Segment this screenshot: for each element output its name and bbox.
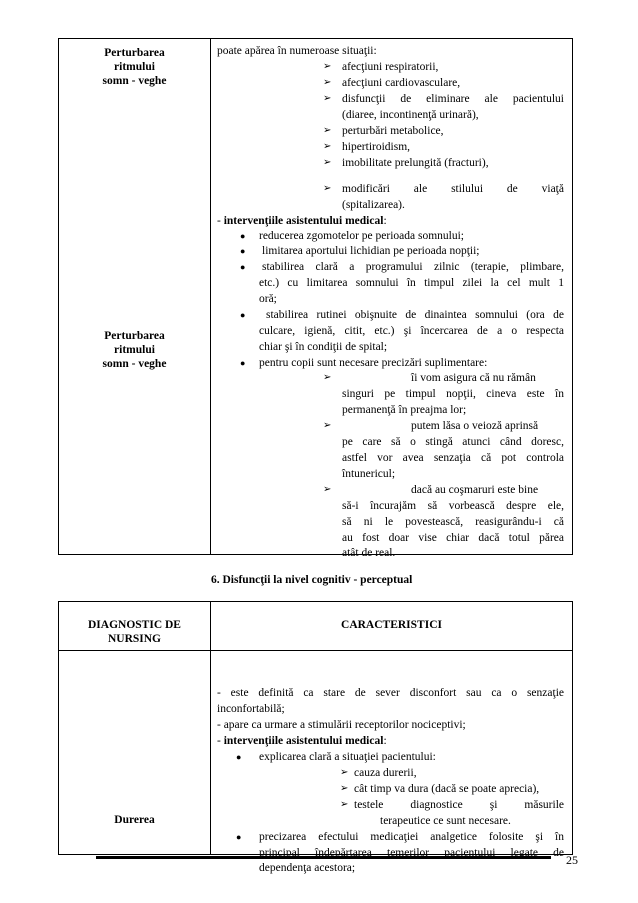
round-bullet-icon: ● <box>240 246 246 256</box>
table1-intro: poate apărea în numeroase situaţii: <box>217 45 377 57</box>
intervention-item: culcare, igienă, citit, etc.) şi încercarea de a o respecta <box>259 325 564 337</box>
intervention-item: reducerea zgomotelor pe perioada somnului; <box>259 230 465 242</box>
arrow-bullet-icon: ➢ <box>323 372 332 383</box>
children-item: pe care să o stingă atunci când doresc, <box>342 436 564 448</box>
footer-rule <box>96 856 551 859</box>
arrow-bullet-icon: ➢ <box>323 125 332 136</box>
arrow-bullet-icon: ➢ <box>323 141 332 152</box>
children-item: putem lăsa o veioză aprinsă <box>411 420 539 432</box>
situation-item: perturbări metabolice, <box>342 125 444 137</box>
round-bullet-icon: ● <box>240 310 246 320</box>
intervention-item: chiar şi în condiţii de spital; <box>259 341 388 353</box>
table2-header-right: CARACTERISTICI <box>341 619 442 631</box>
children-item: să-i încurajăm să vorbească despre ele, <box>342 500 564 512</box>
table2-bullet: explicarea clară a situaţiei pacientului: <box>259 751 436 763</box>
table2-interventions-heading: - intervenţiile asistentului medical: <box>217 735 387 747</box>
intervention-item: limitarea aportului lichidian pe perioada nopţii; <box>262 245 480 257</box>
arrow-bullet-icon: ➢ <box>323 61 332 72</box>
table2-sub-item: terapeutice ce sunt necesare. <box>380 815 511 827</box>
table1-label-top: Perturbarea ritmului somn - veghe <box>102 47 167 87</box>
situation-item: imobilitate prelungită (fracturi), <box>342 157 489 169</box>
table2-line: - apare ca urmare a stimulării receptorilor nociceptivi; <box>217 719 466 731</box>
arrow-bullet-icon: ➢ <box>340 799 349 810</box>
arrow-bullet-icon: ➢ <box>323 420 332 431</box>
table2-bullet: principal îndepărtarea temerilor pacientului legate de <box>259 847 564 859</box>
children-item: permanenţă în preajma lor; <box>342 404 467 416</box>
arrow-bullet-icon: ➢ <box>323 77 332 88</box>
children-item: îi vom asigura că nu rămân <box>411 372 536 384</box>
round-bullet-icon: ● <box>236 832 242 842</box>
page-number: 25 <box>566 853 578 867</box>
table2-line: inconfortabilă; <box>217 703 285 715</box>
arrow-bullet-icon: ➢ <box>323 183 332 194</box>
section-title: 6. Disfuncţii la nivel cognitiv - perceptual <box>211 574 413 586</box>
intervention-item: stabilirea rutinei obişnuite de dinaintea somnului (ora de <box>266 309 564 321</box>
intervention-item: etc.) cu limitarea somnului în timpul zilei la cel mult 1 <box>259 277 564 289</box>
table1-left-cell <box>58 38 211 555</box>
situation-item: (spitalizarea). <box>342 199 405 211</box>
children-item: atât de real. <box>342 547 396 559</box>
children-item: astfel vor avea senzaţia că pot controla <box>342 452 564 464</box>
table2-bullet: precizarea efectului medicaţiei analgetice folosite şi în <box>259 831 564 843</box>
arrow-bullet-icon: ➢ <box>323 93 332 104</box>
intervention-item: oră; <box>259 293 277 305</box>
situation-item: afecţiuni respiratorii, <box>342 61 439 73</box>
arrow-bullet-icon: ➢ <box>340 767 349 778</box>
table2-bullet: dependenţa acestora; <box>259 862 356 874</box>
children-item: singuri pe timpul nopţii, cineva este în <box>342 388 564 400</box>
arrow-bullet-icon: ➢ <box>323 157 332 168</box>
situation-item: disfuncţii de eliminare ale pacientului <box>342 93 564 105</box>
table2-header-left: DIAGNOSTIC DE NURSING <box>88 619 181 645</box>
intervention-item: stabilirea clară a programului zilnic (terapie, plimbare, <box>262 261 564 273</box>
table1-label-mid: Perturbarea ritmului somn - veghe <box>102 330 167 370</box>
interventions-heading: - intervenţiile asistentului medical: <box>217 215 387 227</box>
round-bullet-icon: ● <box>236 752 242 762</box>
table2-sub-item: testele diagnostice şi măsurile <box>354 799 564 811</box>
round-bullet-icon: ● <box>240 358 246 368</box>
table2-sub-item: cât timp va dura (dacă se poate aprecia), <box>354 783 540 795</box>
arrow-bullet-icon: ➢ <box>340 783 349 794</box>
situation-item: (diaree, incontinenţă urinară), <box>342 109 479 121</box>
children-item: dacă au coşmaruri este bine <box>411 484 539 496</box>
children-item: să ni le povestească, reasigurându-i că <box>342 516 564 528</box>
table2-line: - este definită ca stare de sever disconfort sau ca o senzaţie <box>217 687 564 699</box>
situation-item: afecţiuni cardiovasculare, <box>342 77 461 89</box>
children-item: întunericul; <box>342 468 396 480</box>
table2-left-label: Durerea <box>114 814 155 826</box>
table2-sub-item: cauza durerii, <box>354 767 417 779</box>
situation-item: modificări ale stilului de viaţă <box>342 183 564 195</box>
arrow-bullet-icon: ➢ <box>323 484 332 495</box>
round-bullet-icon: ● <box>240 262 246 272</box>
intervention-item: pentru copii sunt necesare precizări suplimentare: <box>259 357 488 369</box>
children-item: au fost doar vise chiar dacă totul părea <box>342 532 564 544</box>
situation-item: hipertiroidism, <box>342 141 411 153</box>
round-bullet-icon: ● <box>240 231 246 241</box>
